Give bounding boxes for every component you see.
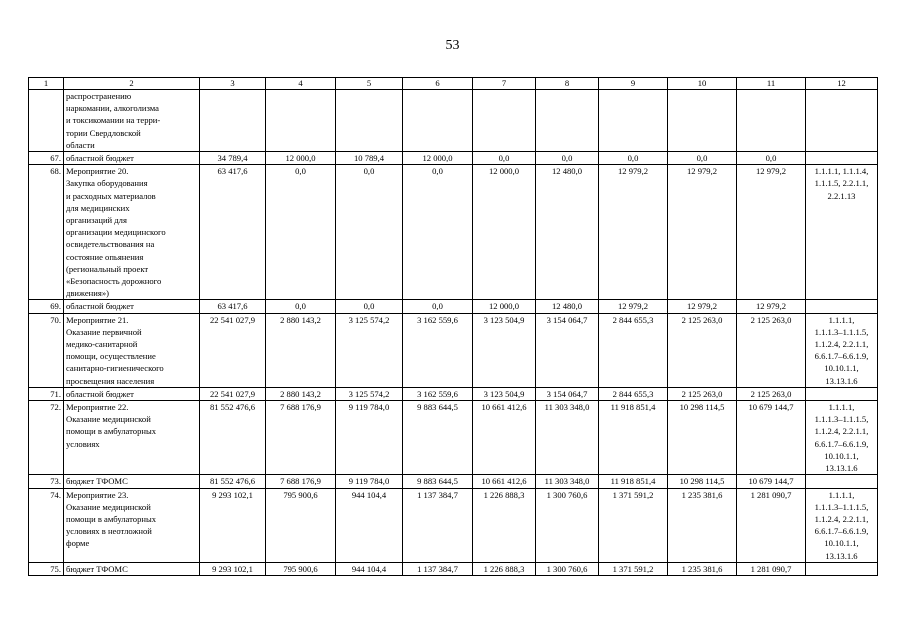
value-cell: 9 883 644,5 bbox=[403, 475, 473, 488]
value-cell: 1 281 090,7 bbox=[737, 488, 806, 562]
row-name-cell: бюджет ТФОМС bbox=[64, 475, 200, 488]
row-name-cell: областной бюджет bbox=[64, 152, 200, 165]
value-cell: 9 293 102,1 bbox=[200, 488, 266, 562]
page-number: 53 bbox=[445, 38, 460, 53]
table-row bbox=[29, 562, 878, 575]
value-cell: 795 900,6 bbox=[266, 562, 336, 575]
table-row bbox=[29, 300, 878, 313]
value-cell: 3 154 064,7 bbox=[536, 313, 599, 387]
value-cell: 0,0 bbox=[403, 165, 473, 300]
value-cell: 2 125 263,0 bbox=[668, 313, 737, 387]
value-cell: 0,0 bbox=[336, 165, 403, 300]
value-cell: 1 300 760,6 bbox=[536, 488, 599, 562]
column-header: 12 bbox=[806, 78, 878, 90]
value-cell: 3 123 504,9 bbox=[473, 313, 536, 387]
target-ref-cell: 1.1.1.1, 1.1.1.3–1.1.1.5, 1.1.2.4, 2.2.1.1, 6.6.1.7–6.6.1.9, 10.10.1.1, 13.13.1.6 bbox=[806, 488, 878, 562]
value-cell: 3 162 559,6 bbox=[403, 313, 473, 387]
row-name-cell: распространению наркомании, алкоголизма и токсикомании на терри- тории Свердловской области bbox=[64, 90, 200, 152]
value-cell: 12 480,0 bbox=[536, 300, 599, 313]
table-row bbox=[29, 488, 878, 562]
value-cell: 944 104,4 bbox=[336, 488, 403, 562]
column-header: 6 bbox=[403, 78, 473, 90]
value-cell: 2 880 143,2 bbox=[266, 387, 336, 400]
value-cell: 11 303 348,0 bbox=[536, 475, 599, 488]
target-ref-cell bbox=[806, 152, 878, 165]
value-cell: 12 979,2 bbox=[599, 165, 668, 300]
value-cell: 7 688 176,9 bbox=[266, 401, 336, 475]
value-cell: 2 125 263,0 bbox=[737, 313, 806, 387]
row-number-cell: 67. bbox=[29, 152, 64, 165]
value-cell: 2 844 655,3 bbox=[599, 313, 668, 387]
value-cell: 3 125 574,2 bbox=[336, 313, 403, 387]
value-cell: 81 552 476,6 bbox=[200, 401, 266, 475]
value-cell bbox=[336, 90, 403, 152]
column-header: 10 bbox=[668, 78, 737, 90]
value-cell: 0,0 bbox=[737, 152, 806, 165]
column-header: 9 bbox=[599, 78, 668, 90]
value-cell: 9 293 102,1 bbox=[200, 562, 266, 575]
value-cell bbox=[536, 90, 599, 152]
table-row bbox=[29, 313, 878, 387]
value-cell: 1 226 888,3 bbox=[473, 562, 536, 575]
table-row bbox=[29, 475, 878, 488]
row-number-cell: 74. bbox=[29, 488, 64, 562]
value-cell: 10 789,4 bbox=[336, 152, 403, 165]
value-cell: 0,0 bbox=[473, 152, 536, 165]
row-number-cell: 72. bbox=[29, 401, 64, 475]
budget-table bbox=[28, 77, 878, 576]
value-cell: 10 298 114,5 bbox=[668, 475, 737, 488]
value-cell: 12 979,2 bbox=[737, 300, 806, 313]
value-cell: 10 679 144,7 bbox=[737, 401, 806, 475]
value-cell: 9 119 784,0 bbox=[336, 401, 403, 475]
value-cell bbox=[668, 90, 737, 152]
value-cell: 0,0 bbox=[336, 300, 403, 313]
value-cell: 1 235 381,6 bbox=[668, 562, 737, 575]
value-cell bbox=[737, 90, 806, 152]
value-cell bbox=[403, 90, 473, 152]
row-name-cell: Мероприятие 23. Оказание медицинской помощи в амбулаторных условиях в неотложной форме bbox=[64, 488, 200, 562]
value-cell: 81 552 476,6 bbox=[200, 475, 266, 488]
value-cell: 12 000,0 bbox=[473, 165, 536, 300]
value-cell: 12 979,2 bbox=[668, 300, 737, 313]
row-number-cell: 73. bbox=[29, 475, 64, 488]
value-cell: 1 281 090,7 bbox=[737, 562, 806, 575]
value-cell: 12 480,0 bbox=[536, 165, 599, 300]
value-cell: 3 162 559,6 bbox=[403, 387, 473, 400]
column-header: 7 bbox=[473, 78, 536, 90]
table-row bbox=[29, 387, 878, 400]
target-ref-cell bbox=[806, 300, 878, 313]
value-cell: 0,0 bbox=[536, 152, 599, 165]
target-ref-cell bbox=[806, 475, 878, 488]
row-name-cell: бюджет ТФОМС bbox=[64, 562, 200, 575]
value-cell: 1 300 760,6 bbox=[536, 562, 599, 575]
value-cell: 1 137 384,7 bbox=[403, 488, 473, 562]
row-number-cell: 70. bbox=[29, 313, 64, 387]
value-cell: 12 979,2 bbox=[599, 300, 668, 313]
row-number-cell: 71. bbox=[29, 387, 64, 400]
value-cell bbox=[599, 90, 668, 152]
table-row bbox=[29, 90, 878, 152]
column-header: 1 bbox=[29, 78, 64, 90]
target-ref-cell: 1.1.1.1, 1.1.1.3–1.1.1.5, 1.1.2.4, 2.2.1.1, 6.6.1.7–6.6.1.9, 10.10.1.1, 13.13.1.6 bbox=[806, 401, 878, 475]
value-cell: 10 298 114,5 bbox=[668, 401, 737, 475]
value-cell: 0,0 bbox=[599, 152, 668, 165]
value-cell: 3 154 064,7 bbox=[536, 387, 599, 400]
column-header: 8 bbox=[536, 78, 599, 90]
row-number-cell: 75. bbox=[29, 562, 64, 575]
value-cell: 9 883 644,5 bbox=[403, 401, 473, 475]
value-cell: 10 661 412,6 bbox=[473, 401, 536, 475]
value-cell: 10 661 412,6 bbox=[473, 475, 536, 488]
value-cell: 22 541 027,9 bbox=[200, 313, 266, 387]
value-cell: 0,0 bbox=[403, 300, 473, 313]
target-ref-cell: 1.1.1.1, 1.1.1.4, 1.1.1.5, 2.2.1.1, 2.2.1.13 bbox=[806, 165, 878, 300]
target-ref-cell bbox=[806, 562, 878, 575]
target-ref-cell: 1.1.1.1, 1.1.1.3–1.1.1.5, 1.1.2.4, 2.2.1.1, 6.6.1.7–6.6.1.9, 10.10.1.1, 13.13.1.6 bbox=[806, 313, 878, 387]
value-cell: 1 235 381,6 bbox=[668, 488, 737, 562]
column-header: 5 bbox=[336, 78, 403, 90]
table-row bbox=[29, 165, 878, 300]
value-cell bbox=[266, 90, 336, 152]
row-name-cell: областной бюджет bbox=[64, 387, 200, 400]
row-name-cell: Мероприятие 21. Оказание первичной медико-санитарной помощи, осуществление санитарно-гигиенического просвещения населения bbox=[64, 313, 200, 387]
value-cell: 1 371 591,2 bbox=[599, 488, 668, 562]
value-cell: 11 918 851,4 bbox=[599, 475, 668, 488]
value-cell: 0,0 bbox=[668, 152, 737, 165]
value-cell: 12 979,2 bbox=[668, 165, 737, 300]
value-cell: 3 123 504,9 bbox=[473, 387, 536, 400]
target-ref-cell bbox=[806, 90, 878, 152]
table-row bbox=[29, 401, 878, 475]
value-cell: 63 417,6 bbox=[200, 165, 266, 300]
value-cell: 1 137 384,7 bbox=[403, 562, 473, 575]
value-cell: 0,0 bbox=[266, 165, 336, 300]
column-header: 2 bbox=[64, 78, 200, 90]
value-cell: 12 979,2 bbox=[737, 165, 806, 300]
table-row bbox=[29, 152, 878, 165]
value-cell: 63 417,6 bbox=[200, 300, 266, 313]
column-header-row bbox=[29, 78, 878, 90]
value-cell: 11 918 851,4 bbox=[599, 401, 668, 475]
value-cell: 34 789,4 bbox=[200, 152, 266, 165]
value-cell: 12 000,0 bbox=[403, 152, 473, 165]
row-name-cell: Мероприятие 20. Закупка оборудования и расходных материалов для медицинских организаций для организации медицинского освидетельствования на состояние опьянения (региональный проект «Безопасность дорожного движения») bbox=[64, 165, 200, 300]
target-ref-cell bbox=[806, 387, 878, 400]
value-cell bbox=[473, 90, 536, 152]
value-cell: 9 119 784,0 bbox=[336, 475, 403, 488]
value-cell: 795 900,6 bbox=[266, 488, 336, 562]
value-cell bbox=[200, 90, 266, 152]
value-cell: 22 541 027,9 bbox=[200, 387, 266, 400]
value-cell: 7 688 176,9 bbox=[266, 475, 336, 488]
value-cell: 2 125 263,0 bbox=[668, 387, 737, 400]
column-header: 11 bbox=[737, 78, 806, 90]
value-cell: 2 844 655,3 bbox=[599, 387, 668, 400]
row-name-cell: областной бюджет bbox=[64, 300, 200, 313]
value-cell: 2 125 263,0 bbox=[737, 387, 806, 400]
value-cell: 944 104,4 bbox=[336, 562, 403, 575]
value-cell: 10 679 144,7 bbox=[737, 475, 806, 488]
value-cell: 12 000,0 bbox=[473, 300, 536, 313]
value-cell: 1 371 591,2 bbox=[599, 562, 668, 575]
value-cell: 0,0 bbox=[266, 300, 336, 313]
row-number-cell: 69. bbox=[29, 300, 64, 313]
column-header: 3 bbox=[200, 78, 266, 90]
row-number-cell bbox=[29, 90, 64, 152]
value-cell: 11 303 348,0 bbox=[536, 401, 599, 475]
value-cell: 3 125 574,2 bbox=[336, 387, 403, 400]
value-cell: 12 000,0 bbox=[266, 152, 336, 165]
row-name-cell: Мероприятие 22. Оказание медицинской помощи в амбулаторных условиях bbox=[64, 401, 200, 475]
value-cell: 1 226 888,3 bbox=[473, 488, 536, 562]
value-cell: 2 880 143,2 bbox=[266, 313, 336, 387]
column-header: 4 bbox=[266, 78, 336, 90]
row-number-cell: 68. bbox=[29, 165, 64, 300]
